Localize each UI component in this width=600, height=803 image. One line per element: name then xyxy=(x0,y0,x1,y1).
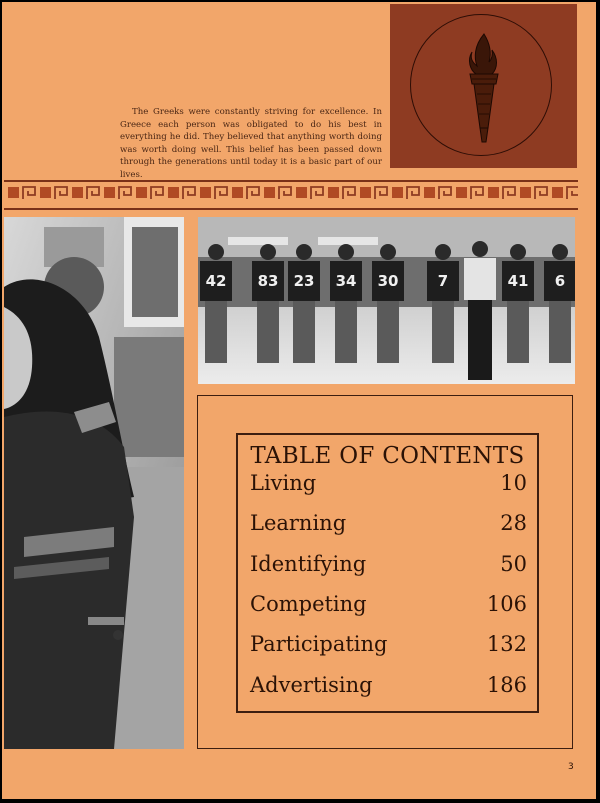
intro-paragraph: The Greeks were constantly striving for excellence. In Greece each person was obligated to do his best in everything he did. They believed that anything worth doing was worth doing well. This belief has been passed down through the generations until today it is a basic part of our lives. xyxy=(120,107,382,180)
toc-entry-label: Advertising xyxy=(250,673,373,697)
toc-entry-page: 10 xyxy=(500,471,527,495)
toc-entry xyxy=(250,592,527,622)
jersey-number: 6 xyxy=(554,272,566,290)
toc-entry xyxy=(250,511,527,541)
toc-entry-page: 28 xyxy=(500,511,527,535)
table-of-contents-frame xyxy=(197,395,573,749)
coach-figure xyxy=(464,241,496,380)
page-number: 3 xyxy=(568,762,574,772)
toc-entry-page: 50 xyxy=(500,552,527,576)
photo-student-portrait xyxy=(4,217,184,749)
toc-entry xyxy=(250,632,527,662)
jersey-number: 23 xyxy=(293,272,315,290)
greek-key-border xyxy=(4,180,578,210)
toc-title: TABLE OF CONTENTS xyxy=(250,443,525,469)
toc-entry-label: Competing xyxy=(250,592,367,616)
torch-icon xyxy=(390,4,577,168)
torch-emblem-panel xyxy=(390,4,577,168)
photo-team-assembly xyxy=(198,217,575,384)
toc-entry-label: Identifying xyxy=(250,552,367,576)
toc-entry xyxy=(250,673,527,703)
toc-entry-page: 106 xyxy=(486,592,527,616)
jersey-number: 42 xyxy=(205,272,227,290)
toc-entry xyxy=(250,471,527,501)
jersey-number: 7 xyxy=(437,272,449,290)
jersey-number: 41 xyxy=(507,272,529,290)
toc-entry-label: Learning xyxy=(250,511,347,535)
jersey-number: 34 xyxy=(335,272,357,290)
toc-entry-page: 186 xyxy=(486,673,527,697)
toc-entry-label: Living xyxy=(250,471,317,495)
yearbook-page xyxy=(2,2,596,799)
toc-entry xyxy=(250,552,527,582)
toc-entry-label: Participating xyxy=(250,632,388,656)
toc-entry-page: 132 xyxy=(486,632,527,656)
jersey-number: 30 xyxy=(377,272,399,290)
table-of-contents xyxy=(236,433,539,713)
jersey-number: 83 xyxy=(257,272,279,290)
